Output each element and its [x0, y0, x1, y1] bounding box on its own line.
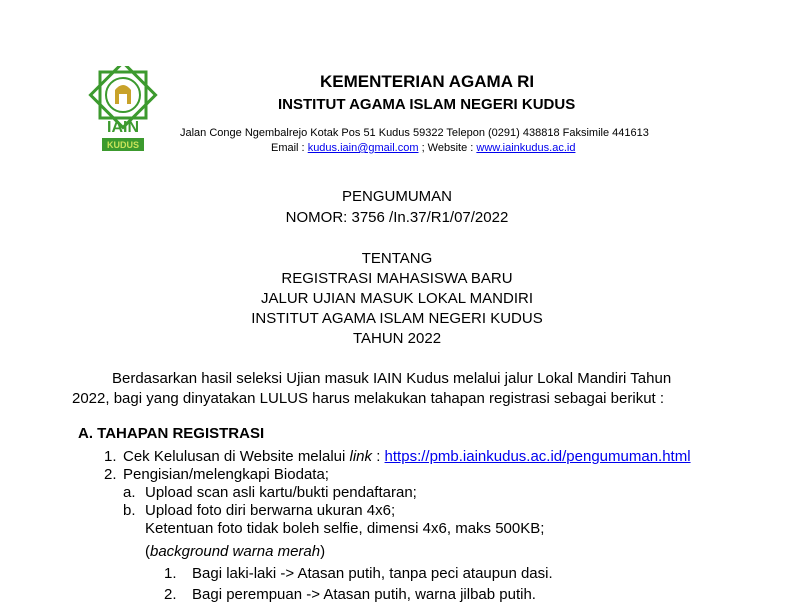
subject-line-2: JALUR UJIAN MASUK LOKAL MANDIRI — [261, 290, 533, 307]
intro-paragraph-line-1: Berdasarkan hasil seleksi Ujian masuk IAIN Kudus melalui jalur Lokal Mandiri Tahun — [112, 370, 672, 387]
rule-number: 2. — [164, 586, 177, 603]
list-item-2: Pengisian/melengkapi Biodata; — [123, 466, 329, 483]
about-label: TENTANG — [361, 250, 433, 267]
email-link[interactable]: kudus.iain@gmail.com — [307, 142, 419, 154]
sub-item-b: Upload foto diri berwarna ukuran 4x6; — [145, 502, 396, 519]
website-link[interactable]: www.iainkudus.ac.id — [476, 142, 576, 154]
svg-text:IAIN: IAIN — [107, 119, 139, 136]
svg-text:KUDUS: KUDUS — [106, 140, 140, 150]
subject-line-3: INSTITUT AGAMA ISLAM NEGERI KUDUS — [251, 310, 543, 327]
rule-item-1: Bagi laki-laki -> Atasan putih, tanpa peci ataupun dasi. — [192, 565, 553, 582]
subject-line-4: TAHUN 2022 — [352, 330, 442, 347]
contact-line — [271, 142, 575, 154]
ministry-title: KEMENTERIAN AGAMA RI — [320, 72, 535, 91]
institute-address: Jalan Conge Ngembalrejo Kotak Pos 51 Kudus 59322 Telepon (0291) 438818 Faksimile 441613 — [180, 127, 649, 139]
list-item-number: 2. — [104, 466, 117, 483]
announcement-url-link[interactable]: https://pmb.iainkudus.ac.id/pengumuman.html — [384, 448, 691, 465]
sub-item-letter: b. — [123, 502, 136, 519]
list-item-text: Cek Kelulusan di Website melalui — [123, 448, 350, 465]
institute-title: INSTITUT AGAMA ISLAM NEGERI KUDUS — [278, 96, 576, 113]
list-item-number: 1. — [104, 448, 117, 465]
background-note: (background warna merah) — [145, 543, 326, 560]
sub-item-letter: a. — [123, 484, 136, 501]
sub-item-a: Upload scan asli kartu/bukti pendaftaran; — [145, 484, 417, 501]
intro-paragraph-line-2: 2022, bagi yang dinyatakan LULUS harus melakukan tahapan registrasi sebagai berikut : — [72, 390, 665, 407]
rule-number: 1. — [164, 565, 177, 582]
announcement-number: NOMOR: 3756 /In.37/R1/07/2022 — [285, 209, 509, 226]
separator: : — [372, 448, 385, 465]
list-item-1 — [123, 448, 691, 465]
announcement-title: PENGUMUMAN — [341, 188, 452, 205]
website-label: ; Website : — [418, 142, 477, 154]
subject-line-1: REGISTRASI MAHASISWA BARU — [281, 270, 513, 287]
rule-item-2: Bagi perempuan -> Atasan putih, warna jilbab putih. — [192, 586, 536, 603]
section-a-heading: A. TAHAPAN REGISTRASI — [78, 425, 265, 442]
link-word: link — [349, 448, 373, 465]
sub-item-b-detail: Ketentuan foto tidak boleh selfie, dimensi 4x6, maks 500KB; — [145, 520, 545, 537]
email-label: Email : — [271, 142, 308, 154]
institute-logo — [88, 66, 158, 156]
background-note-italic: background warna merah — [150, 543, 321, 560]
